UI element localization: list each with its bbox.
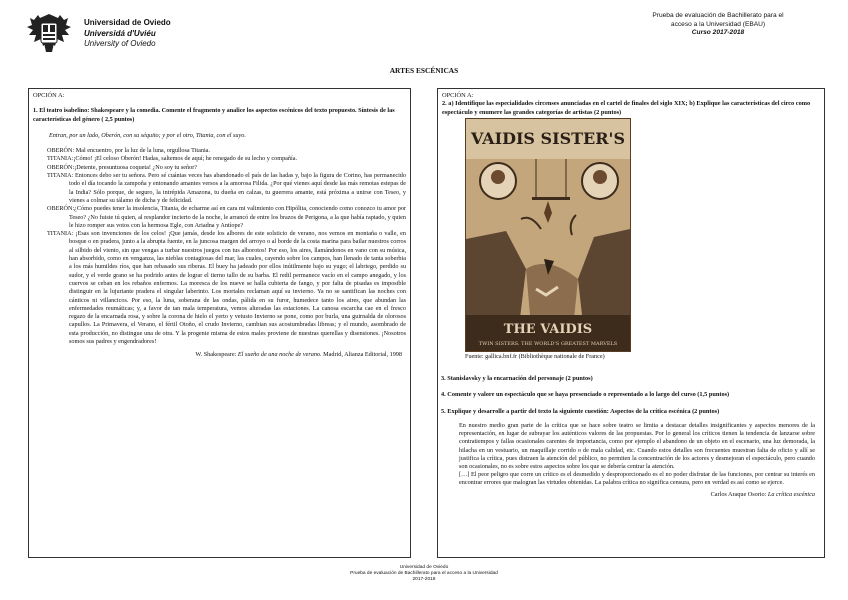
university-name-es: Universidad de Oviedo <box>84 18 171 27</box>
footer-line-2: Prueba de evaluación de Bachillerato para el acceso a la Universidad <box>350 571 498 576</box>
question-1: 1. El teatro isabelino: Shakespeare y la comedia. Comente el fragmento y analice los aspectos escénicos del texto propuesto. Síntesis de las características del género ( 2,5 puntos) <box>33 107 395 123</box>
page-footer <box>0 565 848 583</box>
university-name-en: University of Oviedo <box>84 39 156 48</box>
stage-direction: Entran, por un lado, Oberón, con su séquito; y por el otro, Titania, con el suyo. <box>49 131 246 139</box>
quote-paragraph-1: En nuestro medio gran parte de la crítica que se hace sobre teatro se limita a destacar detalles insignificantes y aspectos menores de la representación, en lugar de subrayar los auténticos valores de las propuestas. Por lo general los críticos tienen la tendencia de lanzarse sobre contratiempos y fallas ocasionales carentes de importancia, como por ejemplo el abandono de un objeto en el escenario, una luz demorada, la hilacha en un vestuario, un maquillaje corrido o de mala calidad, etc. Cuando estos detalles son frecuentes muestran falta de oficio y allí se justifica la crítica, pues distraen la atención del público, no permiten la concentración de los actores y desmejoran el espectáculo, pero cuando son ocasionales, no es sobre estos aspectos sobre los que se debería centrar la atención. <box>459 422 815 471</box>
page-title: ARTES ESCÉNICAS <box>389 66 459 75</box>
play-excerpt <box>47 147 406 346</box>
university-name-ast: Universidá d'Uviéu <box>84 28 156 38</box>
poster-bottom-subtitle: TWIN SISTERS. THE WORLD'S GREATEST MARVELS <box>478 341 618 347</box>
quote-paragraph-2: […] El peor peligro que corre un crítico es el desmedido y desproporcionado es el no poder disfrutar de las funciones, por centrar su interés en encontrar errores que malogran las virtudes obtenidas. La palabra crítica no significa censura, pero en verdad es así como se ejerce. <box>459 471 815 487</box>
question-5: 5. Explique y desarrolle a partir del texto la siguiente cuestión: Aspectos de la crítica escénica (2 puntos) <box>441 408 720 415</box>
question-3: 3. Stanislavsky y la encarnación del personaje (2 puntos) <box>441 375 593 382</box>
footer-line-3: 2017-2018 <box>412 577 436 582</box>
quote-author: Carlos Araque Osorio: <box>710 490 767 498</box>
dialog-line: OBERÓN:¿Cómo puedes tener la insolencia, Titania, de echarme así en cara mi valimiento con Hipólita, conociendo como conozco tu amor por Teseo? ¿No fuiste tú quien, al resplandor incierto de la noche, le arrancó de entre los brazos de Perigona, a la que había raptado, y quien le hizo romper sus votos con la hermosa Egle, con Ariadna y Antíope? <box>47 205 406 229</box>
circus-poster-image <box>465 118 631 352</box>
question-4: 4. Comente y valore un espectáculo que se haya presenciado o representado a lo largo del curso (1,5 puntos) <box>441 391 730 398</box>
quote-work: La crítica escénica <box>767 490 815 498</box>
poster-bottom-title: THE VAIDIS <box>503 322 593 337</box>
dialog-line: TITANIA:¡Cómo! ¡El celoso Oberón! Hadas, saltemos de aquí; he renegado de su lecho y compañía. <box>47 155 298 163</box>
option-label: OPCIÓN A: <box>33 92 65 99</box>
dialog-line: OBERÓN:¡Detente, presuntuosa coqueta! ¿No soy tu señor? <box>47 163 198 171</box>
excerpt-citation <box>33 351 406 359</box>
university-name <box>84 18 171 50</box>
poster-source-caption: Fuente: gallica.bnf.fr (Bibliothèque nationale de France) <box>465 353 605 360</box>
option-a-left-panel <box>28 88 411 558</box>
footer-line-1: Universidad de Oviedo <box>399 565 449 570</box>
citation-author: W. Shakespeare: <box>195 351 237 359</box>
citation-work: El sueño de una noche de verano. <box>237 351 322 359</box>
option-label: OPCIÓN A: <box>442 92 474 99</box>
citation-publisher: Madrid, Alianza Editorial, 1998 <box>323 351 402 359</box>
exam-course: Curso 2017-2018 <box>691 29 745 37</box>
exam-title-line-2: acceso a la Universidad (EBAU) <box>670 20 766 28</box>
university-crest-logo <box>24 12 74 54</box>
question-2: 2. a) Identifique las especialidades circenses anunciadas en el cartel de finales del siglo XIX; b) Explique las características del circo como espectáculo y enumere las grandes categorías de artistas (2 puntos) <box>442 100 811 116</box>
poster-title: VAIDIS SISTER'S <box>471 129 625 148</box>
exam-title-line-1: Prueba de evaluación de Bachillerato para el <box>652 12 784 19</box>
quote-citation <box>459 491 815 499</box>
exam-header <box>618 12 818 38</box>
criticism-quote <box>459 422 815 499</box>
dialog-line: TITANIA: ¡Esas son invenciones de los celos! ¡Que jamás, desde los albores de este solsticio de verano, nos vemos en montaña o valle, en bosque o en pradera, junto a la abrupta fuente, en la juncosa margen del arroyo o al borde de la costa marina para bailar nuestros corros al silbido del viento, sin que vengas a turbar nuestros juegos con tus alborotos! Por eso, los aires, llamándonos en vano con su música, han absorbido, como en venganza, las nieblas contagiosas del mar, las cuales, cayendo sobre los campos, han llenado de tanta soberbia a los más humildes ríos, que han rebasado sus riberas. El buey ha jadeado por ellos inútilmente bajo su yugo; el labriego, perdido su sudor, y el verde grano se ha podrido antes de lograr el tierno tallo de su barba. El redil permanece vacío en el campo anegado, y los cuervos se ceban en los rebaños enfermos. La moresca de los nueve se halla cubierta de fango, y por falta de pisadas es imposible distinguir en la lujuriante pradera el singular laberinto. Los mortales reclaman aquí su invierno. Ya no se santifican las noches con cánticos ni villancicos. Por eso, la luna, soberana de las ondas, pálida en su furor, humedece tanto los aires, que abundan las enfermedades reumáticas; y, a favor de tan mala temperatura, vemos alteradas las estaciones. La canosa escarcha cae en el fresco regazo de la encarnada rosa, y sobre la corona de hielo el yerto y vetusto Invierno se pone, como por burla, una guirnalda de olorosos capullos. La Primavera, el Verano, el fértil Otoño, el crudo Invierno, cambian sus acostumbradas libreas; y el mundo, asombrado de esta producción, no distingue una de otra. Y la progenie misma de estos males proviene de nuestras querellas y disensiones. ¡Nosotros somos sus padres y engendradores! <box>47 230 406 346</box>
dialog-line: TITANIA: Entonces debo ser tu señora. Pero sé cuántas veces has abandonado el país de las hadas y, bajo la figura de Corino, has permanecido todo el día tocando la zampoña y entonando amantes versos a la amorosa Filida. ¿Por qué vienes aquí desde las más remotas estepas de la India? Sólo porque, de seguro, la intrépida Amazona, tu dueña en calzas, tu guerrera amante, está próxima a unirse con Teseo, y vienes a colmar su tálamo de dicha y de felicidad. <box>47 172 406 204</box>
dialog-line: OBERÓN: Mal encuentro, por la luz de la luna, orgullosa Titania. <box>47 147 210 155</box>
